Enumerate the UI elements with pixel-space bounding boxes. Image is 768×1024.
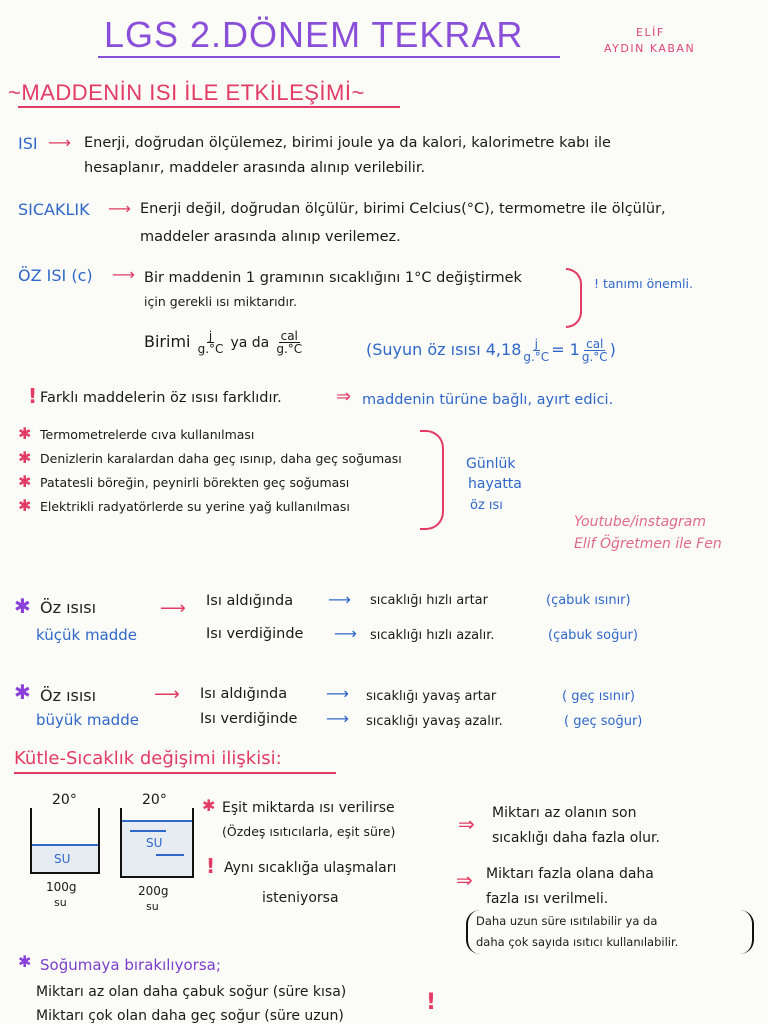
beaker2-temperature: 20° bbox=[142, 792, 167, 808]
section-underline bbox=[14, 772, 336, 774]
arrow-icon: ⟶ bbox=[160, 598, 186, 619]
term-sicaklik: SICAKLIK bbox=[18, 200, 90, 219]
isi-definition-line2: hesaplanır, maddeler arasında alınıp verilebilir. bbox=[84, 160, 426, 176]
same-temperature-condition: Aynı sıcaklığa ulaşmaları bbox=[224, 860, 397, 876]
exclamation-icon: ! bbox=[28, 384, 38, 408]
small-absorb-label: Isı aldığında bbox=[206, 593, 294, 609]
big-heat-term-line1: Öz ısısı bbox=[40, 686, 97, 705]
exclamation-icon: ! bbox=[426, 990, 437, 1015]
extra-heat-option-line1: Daha uzun süre ısıtılabilir ya da bbox=[476, 914, 658, 928]
water-cal-unit: $\frac{\text{cal}}{g.^\circ C}$ bbox=[581, 337, 608, 364]
beaker1-water-label: SU bbox=[54, 852, 71, 866]
beaker-100g bbox=[30, 808, 100, 874]
water-specific-heat bbox=[366, 338, 616, 363]
author-first-name: ELİF bbox=[636, 26, 665, 39]
exclamation-icon: ! bbox=[206, 854, 216, 878]
unit-cal-per-gc: $\frac{\text{cal}}{g.^\circ C}$ bbox=[276, 329, 303, 356]
unit-row bbox=[144, 330, 304, 355]
water-equals: = 1 bbox=[551, 340, 580, 359]
unit-j-per-gc: $\frac{j}{g.^\circ C}$ bbox=[197, 329, 224, 356]
water-wave bbox=[130, 830, 166, 832]
beaker2-substance: su bbox=[146, 900, 159, 913]
different-materials-text: Farklı maddelerin öz ısısı farklıdır. bbox=[40, 390, 282, 406]
arrow-icon: ⟶ bbox=[334, 624, 357, 643]
beaker1-mass: 100g bbox=[46, 880, 77, 894]
water-j-unit: $\frac{j}{g.^\circ C}$ bbox=[523, 337, 550, 364]
same-temperature-if: isteniyorsa bbox=[262, 890, 339, 906]
section-title-mass-temperature: Kütle-Sıcaklık değişimi ilişkisi: bbox=[14, 748, 282, 769]
small-release-note: (çabuk soğur) bbox=[548, 628, 638, 643]
daily-item: Termometrelerde cıva kullanılması bbox=[40, 427, 255, 442]
asterisk-icon: ✱ bbox=[18, 448, 32, 467]
brace-mark bbox=[566, 268, 582, 328]
oz-isi-definition-line1: Bir maddenin 1 gramının sıcaklığını 1°C değiştirmek bbox=[144, 270, 522, 286]
implies-arrow-icon: ⇒ bbox=[336, 386, 352, 407]
big-release-effect: sıcaklığı yavaş azalır. bbox=[366, 714, 503, 729]
equal-heat-note: (Özdeş ısıtıcılarla, eşit süre) bbox=[222, 824, 396, 839]
equal-heat-result-line2: sıcaklığı daha fazla olur. bbox=[492, 830, 660, 846]
water-specific-heat-text: (Suyun öz ısısı 4,18 bbox=[366, 340, 522, 359]
small-release-effect: sıcaklığı hızlı azalır. bbox=[370, 628, 495, 643]
term-oz-isi: ÖZ ISI (c) bbox=[18, 266, 93, 285]
closing-paren: ) bbox=[609, 340, 616, 359]
small-absorb-note: (çabuk ısınır) bbox=[546, 593, 631, 608]
asterisk-icon: ✱ bbox=[18, 496, 32, 515]
section-underline bbox=[18, 106, 400, 108]
implies-arrow-icon: ⇒ bbox=[458, 812, 475, 836]
big-release-label: Isı verdiğinde bbox=[200, 711, 298, 727]
small-release-label: Isı verdiğinde bbox=[206, 626, 304, 642]
author-last-name: AYDIN KABAN bbox=[604, 42, 696, 55]
small-heat-term-line2: küçük madde bbox=[36, 626, 138, 644]
daily-item: Denizlerin karalardan daha geç ısınıp, daha geç soğuması bbox=[40, 451, 402, 466]
definition-importance-note: ! tanımı önemli. bbox=[594, 276, 693, 291]
beaker2-mass: 200g bbox=[138, 884, 169, 898]
beaker-200g bbox=[120, 808, 194, 878]
big-release-note: ( geç soğur) bbox=[564, 714, 643, 729]
arrow-icon: ⟶ bbox=[326, 684, 349, 703]
asterisk-icon: ✱ bbox=[202, 796, 216, 815]
sicaklik-definition-line2: maddeler arasında alınıp verilemez. bbox=[140, 229, 401, 245]
star-icon: ✱ bbox=[18, 952, 32, 971]
small-heat-term-line1: Öz ısısı bbox=[40, 598, 97, 617]
small-absorb-effect: sıcaklığı hızlı artar bbox=[370, 593, 488, 608]
cooling-line2: Miktarı çok olan daha geç soğur (süre uzun) bbox=[36, 1008, 344, 1024]
arrow-icon: ⟶ bbox=[328, 590, 351, 609]
beaker1-substance: su bbox=[54, 896, 67, 909]
title-underline bbox=[98, 56, 560, 58]
daily-life-label-3: öz ısı bbox=[470, 498, 503, 513]
daily-life-label-1: Günlük bbox=[466, 456, 516, 472]
cooling-line1: Miktarı az olan daha çabuk soğur (süre kısa) bbox=[36, 984, 347, 1000]
unit-or: ya da bbox=[230, 335, 270, 351]
big-absorb-label: Isı aldığında bbox=[200, 686, 288, 702]
social-handle-line2: Elif Öğretmen ile Fen bbox=[574, 536, 722, 552]
asterisk-icon: ✱ bbox=[18, 424, 32, 443]
daily-life-label-2: hayatta bbox=[468, 476, 522, 492]
implies-arrow-icon: ⇒ bbox=[456, 868, 473, 892]
daily-item: Elektrikli radyatörlerde su yerine yağ kullanılması bbox=[40, 499, 350, 514]
cooling-title: Soğumaya bırakılıyorsa; bbox=[40, 956, 221, 974]
same-temperature-result-line1: Miktarı fazla olana daha bbox=[486, 866, 654, 882]
arrow-icon: ⟶ bbox=[326, 709, 349, 728]
material-type-dependency: maddenin türüne bağlı, ayırt edici. bbox=[362, 392, 614, 408]
star-icon: ✱ bbox=[14, 680, 31, 704]
oz-isi-definition-line2: için gerekli ısı miktarıdır. bbox=[144, 294, 297, 309]
big-absorb-effect: sıcaklığı yavaş artar bbox=[366, 689, 497, 704]
same-temperature-result-line2: fazla ısı verilmeli. bbox=[486, 891, 609, 907]
arrow-icon: ⟶ bbox=[108, 199, 131, 218]
social-handle-line1: Youtube/instagram bbox=[574, 514, 707, 530]
big-absorb-note: ( geç ısınır) bbox=[562, 689, 635, 704]
equal-heat-result-line1: Miktarı az olanın son bbox=[492, 805, 637, 821]
daily-item: Patatesli böreğin, peynirli börekten geç soğuması bbox=[40, 475, 350, 490]
arrow-icon: ⟶ bbox=[154, 684, 180, 705]
page-title: LGS 2.DÖNEM TEKRAR bbox=[104, 14, 524, 55]
star-icon: ✱ bbox=[14, 594, 31, 618]
beaker2-water-label: SU bbox=[146, 836, 163, 850]
daily-life-brace bbox=[420, 430, 444, 530]
extra-heat-option-line2: daha çok sayıda ısıtıcı kullanılabilir. bbox=[476, 935, 679, 949]
asterisk-icon: ✱ bbox=[18, 472, 32, 491]
section-title-heat-interaction: ~MADDENİN ISI İLE ETKİLEŞİMİ~ bbox=[8, 80, 365, 105]
unit-label: Birimi bbox=[144, 332, 191, 351]
equal-heat-condition: Eşit miktarda ısı verilirse bbox=[222, 800, 395, 816]
sicaklik-definition-line1: Enerji değil, doğrudan ölçülür, birimi Celcius(°C), termometre ile ölçülür, bbox=[140, 201, 666, 217]
big-heat-term-line2: büyük madde bbox=[36, 711, 139, 729]
arrow-icon: ⟶ bbox=[112, 265, 135, 284]
term-isi: ISI bbox=[18, 134, 38, 153]
beaker1-temperature: 20° bbox=[52, 792, 77, 808]
arrow-icon: ⟶ bbox=[48, 133, 71, 152]
water-wave bbox=[156, 854, 184, 856]
isi-definition-line1: Enerji, doğrudan ölçülemez, birimi joule ya da kalori, kalorimetre kabı ile bbox=[84, 135, 611, 151]
